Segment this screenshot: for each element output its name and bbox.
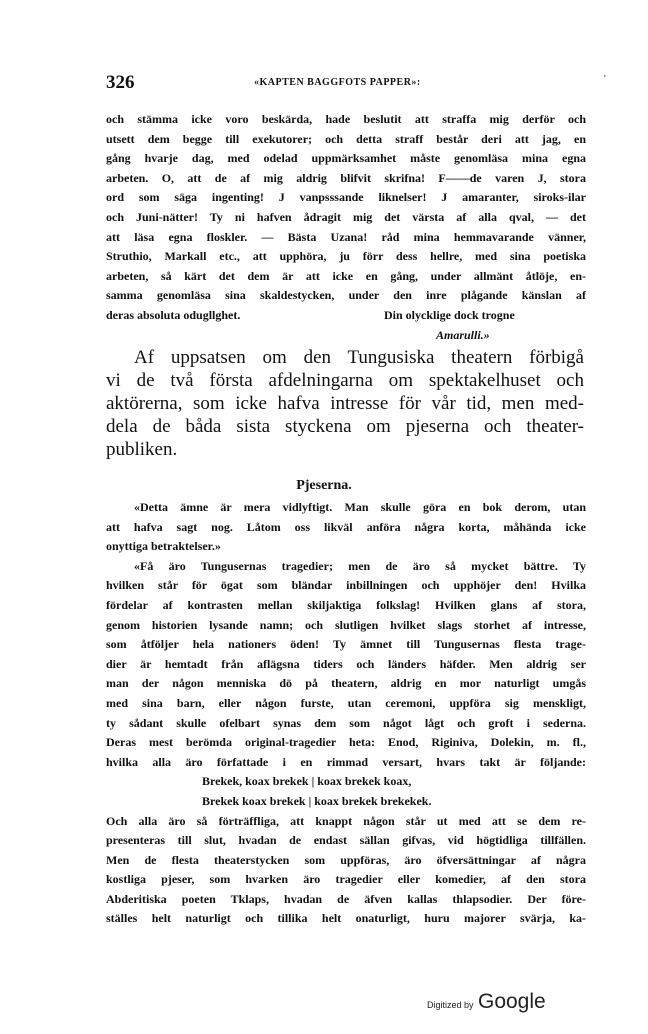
letter-text <box>106 110 586 345</box>
running-title: «KAPTEN BAGGFOTS PAPPER»: <box>254 77 421 88</box>
text-line: Abderitiska poeten Tklaps, hvadan de äfven kallas thlapsodier. Der före- <box>106 891 586 906</box>
text-line: presenteras till slut, hvadan de endast sällan gifvas, vid högtidliga tillfällen. <box>106 833 586 848</box>
text-line: samma genomläsa sina skaldestycken, under den inre plågande känslan af <box>106 288 586 303</box>
text-line: hvilka alla äro författade i en rimmad versart, hvars takt är följande: <box>106 754 586 769</box>
text-line: Deras mest berömda original-tragedier heta: Enod, Riginiva, Dolekin, m. fl., <box>106 735 586 750</box>
text-line: fördelar af kontrasten mellan skiljaktiga folkslag! Hvilken glans af stora, <box>106 597 586 612</box>
text-line: gång hvarje dag, med odelad uppmärksamhet måste genomläsa mina egna <box>106 151 586 166</box>
text-line: man der någon menniska dö på theatern, aldrig en mor naturligt umgås <box>106 676 586 691</box>
text-line: «Få äro Tungusernas tragedier; men de äro så mycket bättre. Ty <box>134 558 586 573</box>
text-line: dela de båda sista styckena om pjeserna och theater- <box>106 416 584 437</box>
text-line: arbeten, så kärt det dem är att icke en gång, under allmänt åtlöje, en- <box>106 268 586 283</box>
digitized-label: Digitized by <box>427 1000 474 1010</box>
text-line: att hafva sagt nog. Låtom oss likväl anföra några korta, måhända icke <box>106 519 586 534</box>
text-line: hvilken står för ögat som bländar inbillningen och upphöjer den! Hvilka <box>106 578 586 593</box>
text-line: publiken. <box>106 439 178 460</box>
letter-closing: deras absoluta odugllghet. <box>106 307 241 322</box>
text-line: ställes helt naturligt och tillika helt onaturligt, huru majorer svärja, ka- <box>106 911 586 926</box>
valediction: Din olycklige dock trogne <box>384 307 515 322</box>
signature-name: Amarulli.» <box>436 327 490 342</box>
text-line: med sina barn, eller någon furste, utan ceremoni, uppföra sig menskligt, <box>106 695 586 710</box>
verse-line: Brekek, koax brekek | koax brekek koax, <box>202 774 412 789</box>
intro-paragraph <box>106 346 584 461</box>
signature-row <box>106 306 586 326</box>
text-line: och Juni-nätter! Ty ni hafven ådragit mig det värsta af alla qval, — det <box>106 209 586 224</box>
text-line: dier är hemtadt från aflägsna tiders och länders häfder. Men aldrig ser <box>106 656 586 671</box>
page-number: 326 <box>106 72 135 93</box>
text-line: Struthio, Markall etc., att upphöra, ju förr dess hellre, med sina poetiska <box>106 249 586 264</box>
text-line: vi de två första afdelningarna om spektakelhuset och <box>106 370 584 391</box>
text-line: utsett dem begge till exekutorer; och detta straff består deri att jag, en <box>106 131 586 146</box>
text-line: och stämma icke voro beskärda, hade beslutit att straffa mig derför och <box>106 112 586 126</box>
verse-line: Brekek koax brekek | koax brekek brekekek. <box>202 793 432 808</box>
text-line: arbeten. O, att de af mig aldrig blifvit skrifna! F——de varen J, stora <box>106 170 586 185</box>
digitized-watermark <box>427 990 546 1014</box>
text-line: Men de flesta theaterstycken som uppföras, äro öfversättningar af några <box>106 852 586 867</box>
margin-mark: ' <box>604 74 606 85</box>
text-line: genom historien lysande namn; och slutligen hvilket slags storhet af intresse, <box>106 617 586 632</box>
text-line: ord som säga ingenting! J vanpsssande liknelser! J amaranter, siroks-ilar <box>106 190 586 205</box>
section-body <box>106 498 586 929</box>
text-line: Och alla äro så förträffliga, att knappt någon står ut med att se dem re- <box>106 813 586 828</box>
text-line: att läsa egna floskler. — Bästa Uzana! råd mina hemmavarande vänner, <box>106 229 586 244</box>
google-logo: Google <box>477 990 546 1013</box>
text-line: onyttiga betraktelser.» <box>106 539 221 554</box>
text-line: kostliga pjeser, som hvarken äro tragedier eller komedier, af den stora <box>106 872 586 887</box>
text-line: som åtföljer hela nationers öden! Ty ämnet till Tungusernas flesta trage- <box>106 637 586 652</box>
text-line: Af uppsatsen om den Tungusiska theatern förbigå <box>134 347 584 368</box>
section-heading: Pjeserna. <box>296 478 352 493</box>
text-line: ty sådant skulle ofelbart synas dem som något lågt och groft i sederna. <box>106 715 586 730</box>
text-line: «Detta ämne är mera vidlyftigt. Man skulle göra en bok derom, utan <box>134 500 586 514</box>
text-line: aktörerna, som icke hafva intresse för vår tid, men med- <box>106 393 584 414</box>
signature-name-row <box>106 326 586 346</box>
